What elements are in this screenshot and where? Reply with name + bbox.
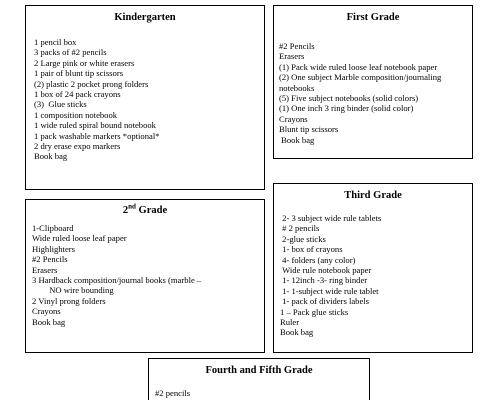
- kindergarten-supply-list: [34, 37, 258, 162]
- supply-item: 3 Hardback composition/journal books (marble – NO wire bounding: [32, 275, 202, 296]
- supply-item: Highlighters: [32, 243, 75, 254]
- third-grade-title: Third Grade: [344, 190, 402, 201]
- supply-item: 1 wide ruled spiral bound notebook: [34, 120, 156, 131]
- supply-item: 1- pack of dividers labels: [280, 296, 370, 307]
- supply-item: Crayons: [279, 113, 308, 124]
- supply-item: 3 packs of #2 pencils: [34, 47, 107, 58]
- second-grade-title-number: 2: [122, 205, 129, 216]
- supply-item: Erasers: [279, 51, 305, 62]
- second-grade-title-suffix: nd: [128, 202, 136, 211]
- second-grade-supply-box: [25, 199, 265, 353]
- second-grade-title: [26, 204, 264, 217]
- supply-item: 1 pair of blunt tip scissors: [34, 68, 124, 79]
- supply-item: #2 Pencils: [279, 41, 315, 51]
- supply-item: 1-Clipboard: [32, 223, 74, 233]
- supply-item: Book bag: [32, 316, 66, 327]
- supply-item: 1- box of crayons: [280, 244, 343, 255]
- supply-item: (2) plastic 2 pocket prong folders: [34, 78, 149, 89]
- supply-item: # 2 pencils: [280, 223, 320, 234]
- supply-item: Book bag: [279, 134, 315, 145]
- supply-item: 1 composition notebook: [34, 109, 118, 120]
- supply-item: Crayons: [32, 306, 61, 317]
- kindergarten-title: Kindergarten: [114, 12, 176, 23]
- supply-item: 2- 3 subject wide rule tablets: [280, 213, 382, 223]
- supply-item: (2) One subject Marble composition/journaling notebooks: [279, 72, 444, 93]
- supply-item: #2 pencils: [155, 388, 191, 398]
- supply-item: Book bag: [280, 327, 314, 338]
- first-grade-title: First Grade: [346, 12, 400, 23]
- third-grade-supply-list: [280, 213, 467, 338]
- supply-item: 2 Large pink or white erasers: [34, 57, 135, 68]
- supply-item: 1 pack washable markers *optional*: [34, 130, 160, 141]
- second-grade-supply-list: [32, 223, 258, 327]
- fourth-fifth-grade-title: Fourth and Fifth Grade: [205, 365, 313, 376]
- supply-item: 1- 1-subject wide rule tablet: [280, 285, 379, 296]
- supply-item: 1- 12inch -3- ring binder: [280, 275, 368, 286]
- kindergarten-supply-box: [25, 5, 265, 190]
- second-grade-title-word: Grade: [135, 205, 168, 216]
- supply-item: (5) Five subject notebooks (solid colors): [279, 93, 419, 104]
- supply-item: 2 dry erase expo markers: [34, 141, 121, 152]
- supply-item: 1 pencil box: [34, 37, 77, 47]
- supply-item: #2 Pencils: [32, 254, 68, 265]
- fourth-fifth-grade-supply-box: [148, 358, 370, 400]
- supply-item: (1) Pack wide ruled loose leaf notebook paper: [279, 61, 438, 72]
- supply-item: (3) Glue sticks: [34, 99, 87, 110]
- supply-item: Wide rule notebook paper: [280, 265, 372, 276]
- third-grade-supply-box: [273, 183, 473, 353]
- supply-item: Book bag: [34, 151, 68, 162]
- supply-item: 1 – Pack glue sticks: [280, 306, 349, 317]
- supply-item: 2-glue sticks: [280, 233, 326, 244]
- supply-item: (1) One inch 3 ring binder (solid color): [279, 103, 414, 114]
- first-grade-supply-box: [273, 5, 473, 159]
- supply-item: 1 box of 24 pack crayons: [34, 89, 121, 100]
- first-grade-supply-list: [279, 41, 467, 145]
- fourth-fifth-grade-supply-list: [155, 388, 363, 398]
- supply-item: 4- folders (any color): [280, 254, 356, 265]
- supply-item: Blunt tip scissors: [279, 124, 339, 135]
- supply-item: Ruler: [280, 317, 300, 328]
- supply-item: Erasers: [32, 264, 58, 275]
- supply-item: 2 Vinyl prong folders: [32, 295, 106, 306]
- supply-item: Wide ruled loose leaf paper: [32, 233, 127, 244]
